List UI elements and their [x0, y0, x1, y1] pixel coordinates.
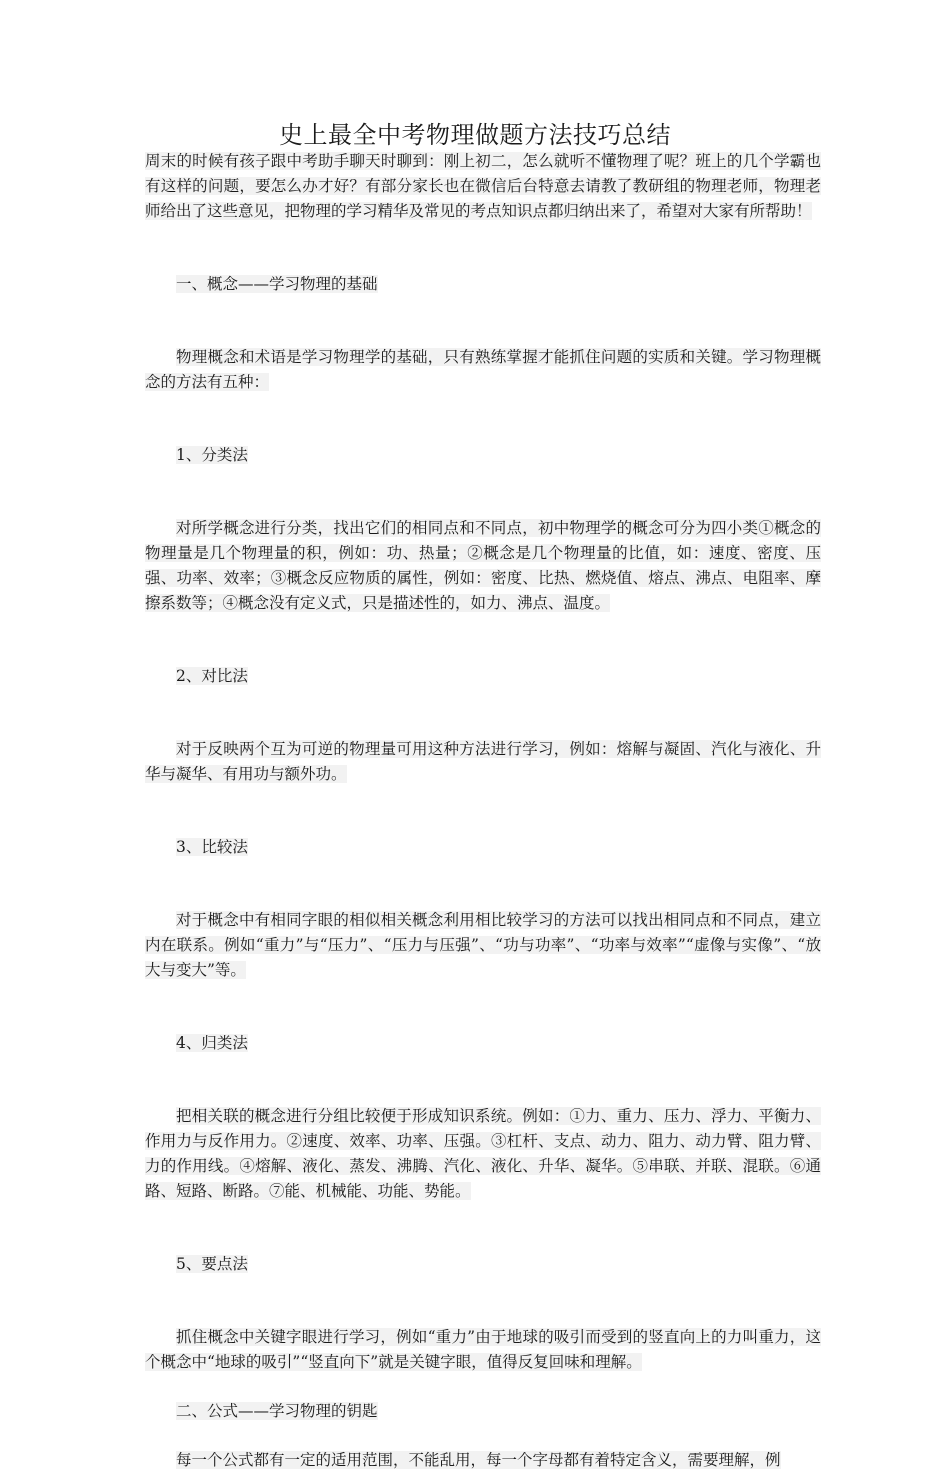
- method1-body: 对所学概念进行分类，找出它们的相同点和不同点，初中物理学的概念可分为四小类①概念的物理量是几个物理量的积，例如：功、热量；②概念是几个物理量的比值，如：速度、密度、压强、功率、效率；③概念反应物质的属性，例如：密度、比热、燃烧值、熔点、沸点、电阻率、摩擦系数等；④概念没有定义式，只是描述性的，如力、沸点、温度。: [145, 519, 821, 612]
- method2-heading: 2、对比法: [176, 667, 248, 685]
- method1-heading: 1、分类法: [176, 446, 248, 464]
- method-heading: [145, 1031, 821, 1056]
- method-heading: [145, 443, 821, 468]
- paragraph: [145, 908, 821, 983]
- paragraph: [145, 737, 821, 787]
- method-heading: [145, 1252, 821, 1277]
- paragraph: [145, 1325, 821, 1375]
- section1-heading: 一、概念——学习物理的基础: [176, 275, 378, 293]
- paragraph: [145, 516, 821, 616]
- method2-body: 对于反映两个互为可逆的物理量可用这种方法进行学习，例如：熔解与凝固、汽化与液化、升华与凝华、有用功与额外功。: [145, 740, 821, 783]
- paragraph: [145, 345, 821, 395]
- document-body: [145, 149, 821, 1473]
- method-heading: [145, 835, 821, 860]
- section-heading: [145, 272, 821, 297]
- method3-heading: 3、比较法: [176, 838, 248, 856]
- section2-body: 每一个公式都有一定的适用范围，不能乱用，每一个字母都有着特定含义，需要理解，例: [176, 1451, 781, 1469]
- section-heading: [145, 1399, 821, 1424]
- paragraph: [145, 1104, 821, 1204]
- method3-body: 对于概念中有相同字眼的相似相关概念利用相比较学习的方法可以找出相同点和不同点，建立内在联系。例如“重力”与“压力”、“压力与压强”、“功与功率”、“功率与效率”“虚像与实像”、“放大与变大”等。: [145, 911, 822, 979]
- section2-heading: 二、公式——学习物理的钥匙: [176, 1402, 378, 1420]
- method4-body: 把相关联的概念进行分组比较便于形成知识系统。例如：①力、重力、压力、浮力、平衡力、作用力与反作用力。②速度、效率、功率、压强。③杠杆、支点、动力、阻力、动力臂、阻力臂、力的作用线。④熔解、液化、蒸发、沸腾、汽化、液化、升华、凝华。⑤串联、并联、混联。⑥通路、短路、断路。⑦能、机械能、功能、势能。: [145, 1107, 821, 1200]
- intro-text: 周末的时候有孩子跟中考助手聊天时聊到：刚上初二，怎么就听不懂物理了呢？班上的几个学霸也有这样的问题，要怎么办才好？有部分家长也在微信后台特意去请教了教研组的物理老师，物理老师给出了这些意见，把物理的学习精华及常见的考点知识点都归纳出来了，希望对大家有所帮助！: [145, 152, 821, 220]
- method5-body: 抓住概念中关键字眼进行学习，例如“重力”由于地球的吸引而受到的竖直向上的力叫重力，这个概念中“地球的吸引”“竖直向下”就是关键字眼，值得反复回味和理解。: [145, 1328, 821, 1371]
- paragraph: [145, 1448, 821, 1473]
- document-title: 史上最全中考物理做题方法技巧总结: [279, 121, 671, 149]
- intro-paragraph: [145, 149, 821, 224]
- method4-heading: 4、归类法: [176, 1034, 248, 1052]
- method5-heading: 5、要点法: [176, 1255, 248, 1273]
- method-heading: [145, 664, 821, 689]
- section1-body: 物理概念和术语是学习物理学的基础，只有熟练掌握才能抓住问题的实质和关键。学习物理概念的方法有五种：: [145, 348, 821, 391]
